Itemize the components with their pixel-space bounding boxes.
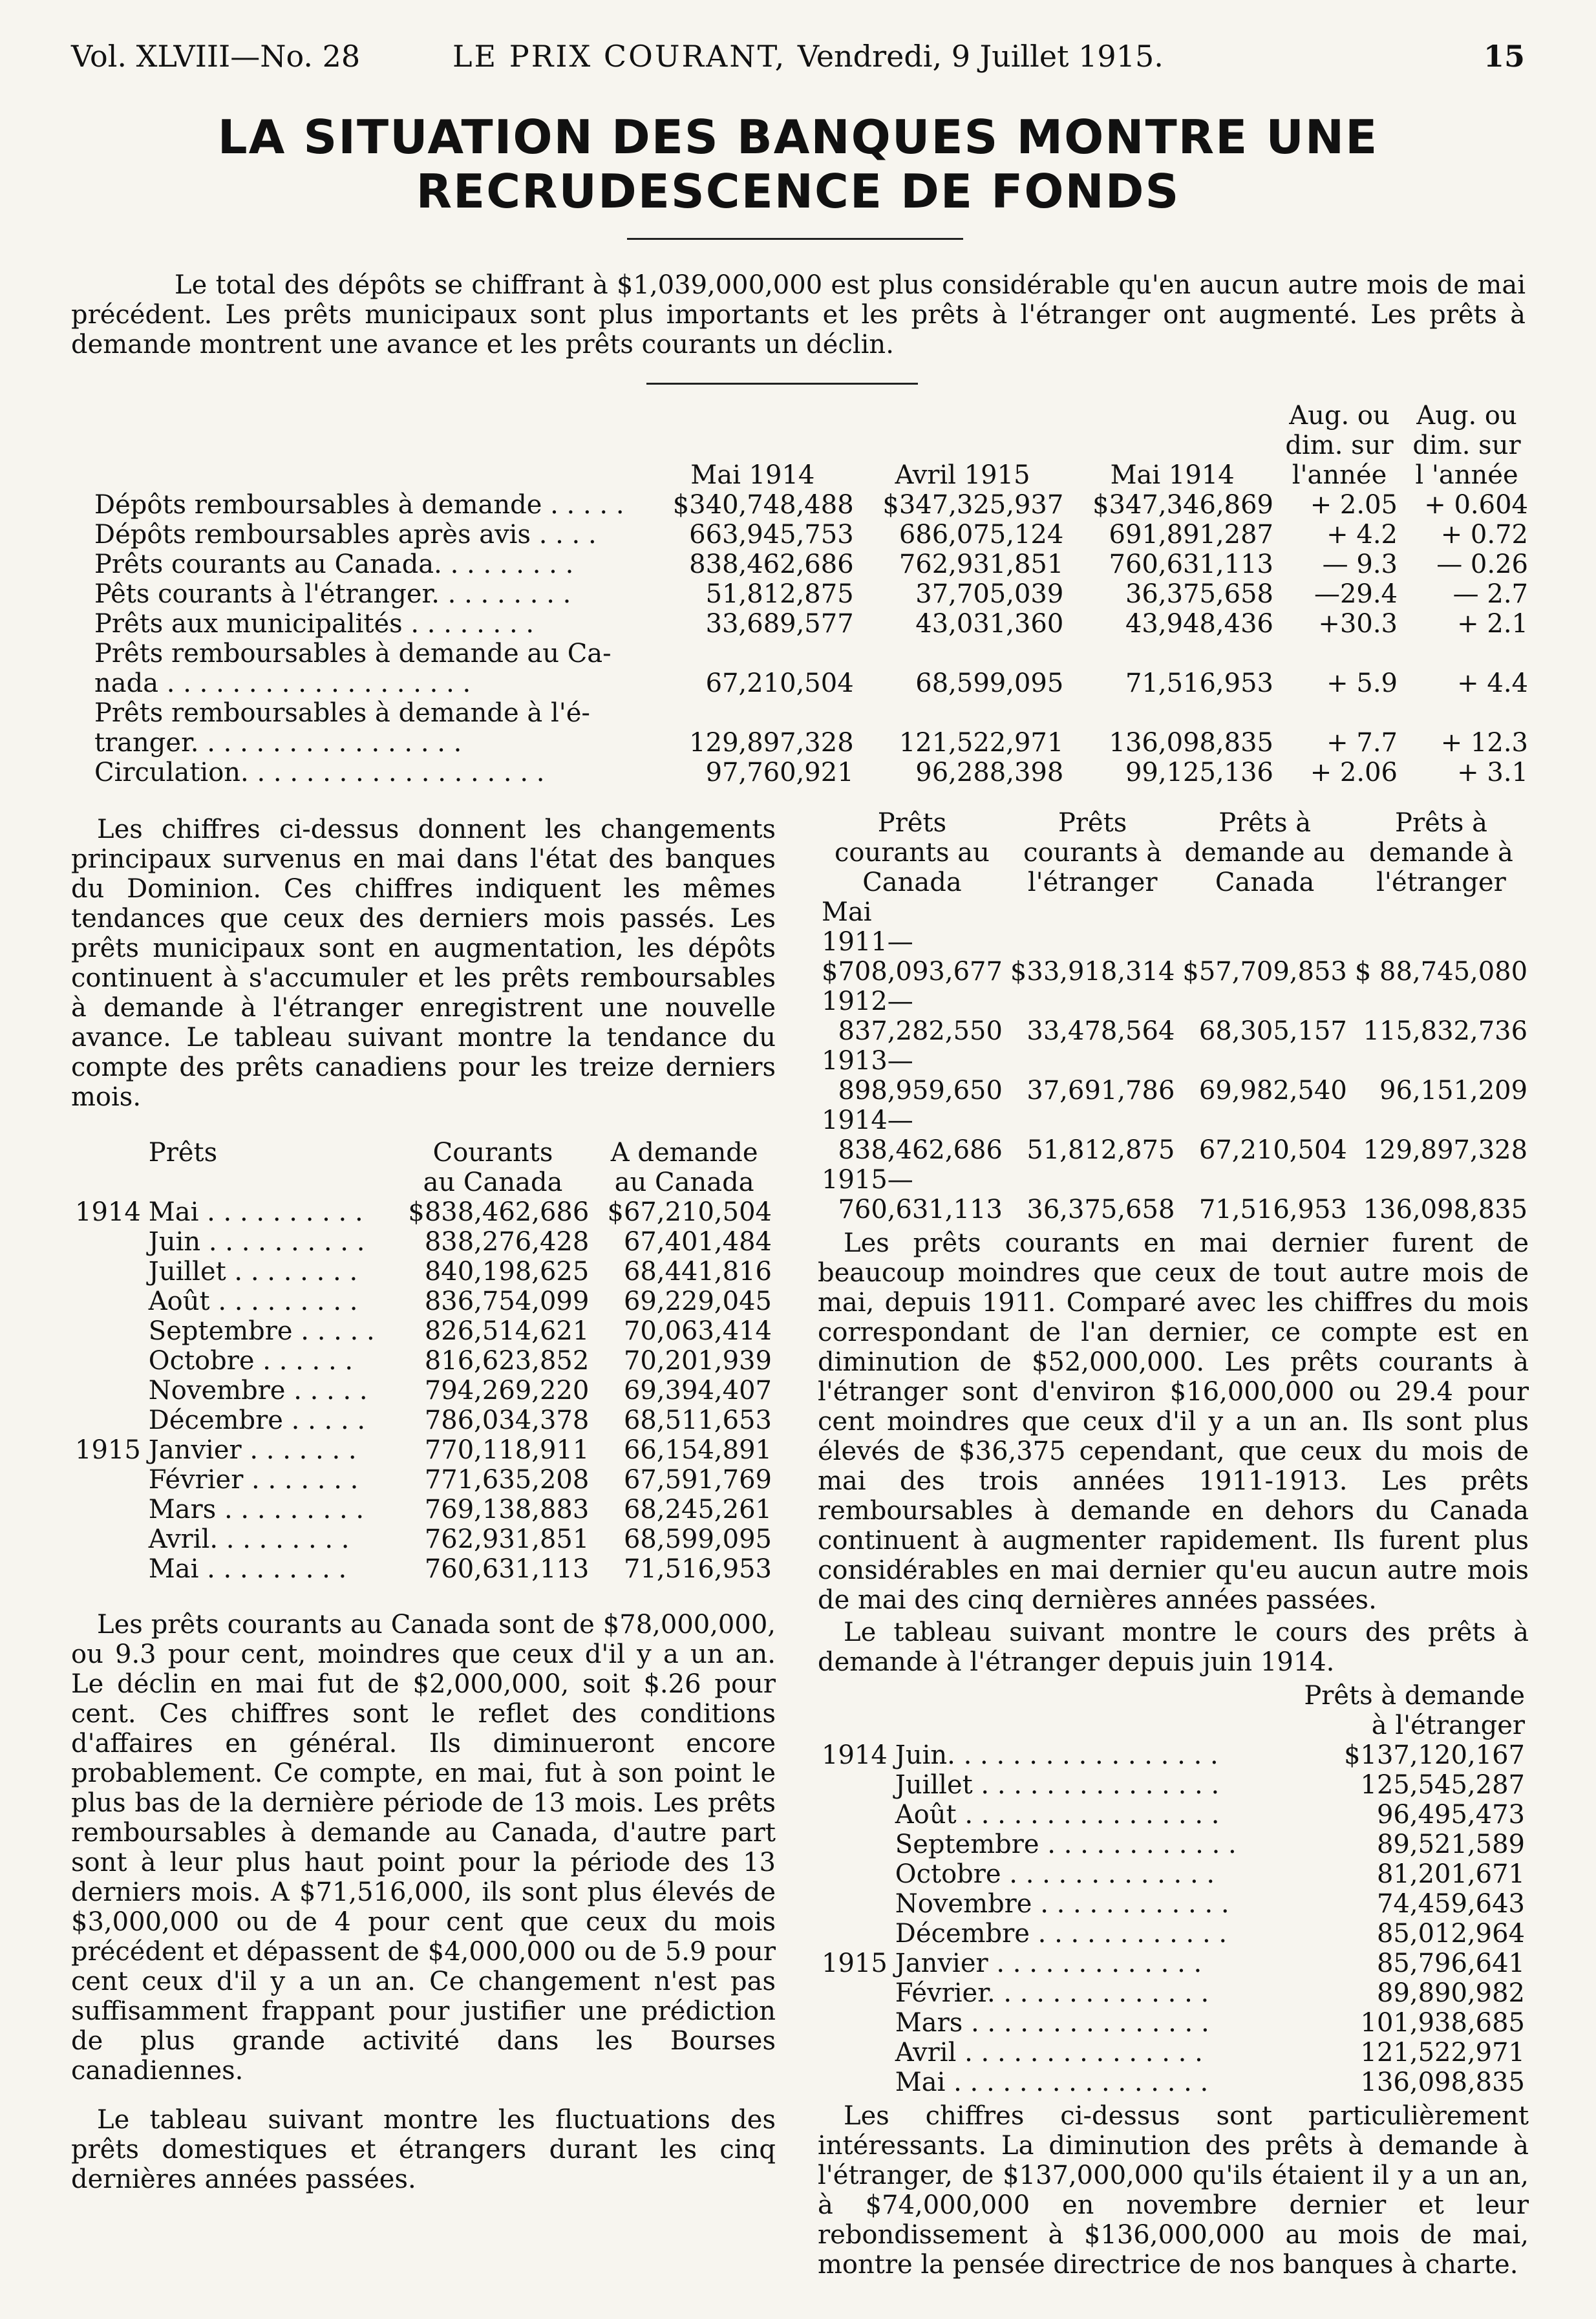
summary-table-row: [90, 698, 1532, 728]
row-value-v2: 68,599,095: [915, 668, 1064, 698]
row-label: Prêts aux municipalités . . . . . . . .: [94, 609, 535, 639]
foreign-month: Avril . . . . . . . . . . . . . . .: [895, 2038, 1203, 2068]
row-value-v5: — 2.7: [1452, 579, 1528, 609]
foreign-value: 74,459,643: [1376, 1889, 1525, 1919]
monthly-year: [71, 1316, 145, 1346]
five-year-header-1: Prêts courants au Canada: [835, 808, 990, 897]
foreign-value: 85,796,641: [1376, 1949, 1525, 1978]
col-header-3: Mai 1914: [1110, 460, 1235, 490]
five-year-label-row: [818, 987, 1531, 1016]
five-year-year: 1911—: [822, 927, 913, 957]
foreign-month: Février. . . . . . . . . . . . . .: [895, 1978, 1209, 2008]
row-value-v4: + 2.05: [1310, 490, 1398, 520]
journal-title: [452, 39, 1164, 74]
row-value-v3: 36,375,658: [1125, 579, 1273, 609]
monthly-header-demande: A demande: [610, 1138, 758, 1168]
row-value-v1: 51,812,875: [705, 579, 854, 609]
monthly-month: Octobre . . . . . .: [148, 1346, 354, 1376]
row-value-v4: [1277, 698, 1401, 728]
foreign-month: Janvier . . . . . . . . . . . . .: [895, 1949, 1202, 1978]
foreign-value: 96,495,473: [1376, 1800, 1525, 1830]
foreign-year: [818, 1770, 891, 1800]
col-header-4: Aug. ou dim. sur l'année: [1285, 401, 1394, 490]
foreign-value: 121,522,971: [1360, 2038, 1525, 2068]
foreign-row: [818, 1859, 1529, 1889]
row-value-v4: + 5.9: [1326, 668, 1398, 698]
row-value-v3: $347,346,869: [1092, 490, 1273, 520]
col-header-1: Mai 1914: [690, 460, 815, 490]
five-year-label-row: [818, 1106, 1531, 1135]
five-year-value-c: $57,709,853: [1182, 957, 1347, 987]
row-value-v2: 37,705,039: [915, 579, 1064, 609]
row-value-v3: 71,516,953: [1125, 668, 1273, 698]
five-year-table: [818, 808, 1531, 1224]
monthly-month: Mars . . . . . . . . .: [148, 1495, 365, 1524]
monthly-year: [71, 1346, 145, 1376]
monthly-demande: 69,229,045: [623, 1287, 772, 1316]
foreign-month: Mars . . . . . . . . . . . . . . .: [895, 2008, 1209, 2038]
foreign-month: Juillet . . . . . . . . . . . . . . .: [895, 1770, 1220, 1800]
five-year-value-d: 129,897,328: [1363, 1135, 1528, 1165]
monthly-header-courants-sub: au Canada: [423, 1168, 563, 1197]
page-number: 15: [1483, 39, 1525, 74]
foreign-month: Décembre . . . . . . . . . . . .: [895, 1919, 1228, 1949]
monthly-row: [71, 1405, 776, 1435]
row-value-v1: $340,748,488: [672, 490, 854, 520]
monthly-demande: 69,394,407: [623, 1376, 772, 1405]
left-column: [71, 815, 776, 2194]
row-value-v5: + 0.604: [1424, 490, 1528, 520]
monthly-year: 1914: [75, 1197, 141, 1227]
monthly-month: Novembre . . . . .: [148, 1376, 368, 1405]
monthly-row: [71, 1197, 776, 1227]
foreign-year: [818, 1830, 891, 1859]
summary-table-row: [90, 520, 1532, 550]
row-value-v5: + 3.1: [1457, 758, 1528, 787]
row-value-v4: + 7.7: [1326, 728, 1398, 758]
row-value-v1: 129,897,328: [689, 728, 854, 758]
foreign-header-2: à l'étranger: [1371, 1711, 1525, 1740]
row-value-v1: 838,462,686: [689, 550, 854, 579]
monthly-courants: 838,276,428: [424, 1227, 590, 1257]
row-value-v2: [858, 639, 1068, 668]
five-year-value-d: $ 88,745,080: [1354, 957, 1528, 987]
monthly-month: Juillet . . . . . . . .: [148, 1257, 358, 1287]
row-label: Prêts courants au Canada. . . . . . . . .: [94, 550, 574, 579]
row-value-v4: — 9.3: [1322, 550, 1398, 579]
foreign-row: [818, 1740, 1529, 1770]
five-year-value-c: 67,210,504: [1198, 1135, 1347, 1165]
foreign-year: [818, 1859, 891, 1889]
right-paragraph-2: Le tableau suivant montre le cours des prêts à demande à l'étranger depuis juin 1914.: [818, 1618, 1529, 1677]
monthly-year: [71, 1405, 145, 1435]
five-year-header-2: Prêts courants à l'étranger: [1023, 808, 1162, 897]
five-year-label-row: [818, 927, 1531, 957]
left-paragraph-3: Le tableau suivant montre les fluctuations des prêts domestiques et étrangers durant les cinq dernières années passées.: [71, 2105, 776, 2194]
foreign-row: [818, 2008, 1529, 2038]
summary-table-row: [90, 639, 1532, 668]
monthly-month: Mai . . . . . . . . .: [148, 1554, 347, 1584]
monthly-year: [71, 1524, 145, 1554]
row-value-v1: 67,210,504: [705, 668, 854, 698]
monthly-courants: 794,269,220: [424, 1376, 590, 1405]
five-year-year: 1914—: [822, 1106, 913, 1135]
monthly-demande: 68,511,653: [623, 1405, 772, 1435]
monthly-header-courants: Courants: [432, 1138, 553, 1168]
monthly-courants: 826,514,621: [424, 1316, 590, 1346]
row-value-v5: + 2.1: [1457, 609, 1528, 639]
row-value-v1: 97,760,921: [705, 758, 854, 787]
foreign-month: Août . . . . . . . . . . . . . . . .: [895, 1800, 1220, 1830]
foreign-row: [818, 1978, 1529, 2008]
row-label: Circulation. . . . . . . . . . . . . . . . . . .: [94, 758, 545, 787]
five-year-row: [818, 1076, 1531, 1106]
five-year-value-c: 69,982,540: [1198, 1076, 1347, 1106]
monthly-row: [71, 1495, 776, 1524]
monthly-demande: 68,245,261: [623, 1495, 772, 1524]
row-value-v4: +30.3: [1318, 609, 1398, 639]
foreign-value: 101,938,685: [1360, 2008, 1525, 2038]
monthly-courants: 770,118,911: [424, 1435, 590, 1465]
monthly-courants: 816,623,852: [424, 1346, 590, 1376]
monthly-month: Janvier . . . . . . .: [148, 1435, 357, 1465]
volume-number: Vol. XLVIII—No. 28: [71, 39, 361, 74]
monthly-year: [71, 1495, 145, 1524]
article-title: [0, 110, 1596, 219]
intro-divider: [646, 383, 918, 385]
five-year-label-row: [818, 1165, 1531, 1195]
foreign-value: 125,545,287: [1360, 1770, 1525, 1800]
monthly-year: [71, 1554, 145, 1584]
five-year-year: 1915—: [822, 1165, 913, 1195]
summary-table-row: [90, 579, 1532, 609]
foreign-year: [818, 2008, 891, 2038]
row-label: nada . . . . . . . . . . . . . . . . . . .: [94, 668, 471, 698]
row-value-v3: 43,948,436: [1125, 609, 1273, 639]
title-divider: [627, 238, 963, 240]
five-year-value-b: 51,812,875: [1027, 1135, 1175, 1165]
five-year-value-c: 71,516,953: [1198, 1195, 1347, 1224]
foreign-month: Mai . . . . . . . . . . . . . . . .: [895, 2068, 1209, 2097]
monthly-year: [71, 1465, 145, 1495]
monthly-courants: 786,034,378: [424, 1405, 590, 1435]
monthly-year: [71, 1257, 145, 1287]
foreign-row: [818, 1949, 1529, 1978]
row-label: Prêts remboursables à demande au Ca-: [94, 639, 612, 668]
row-value-v2: 43,031,360: [915, 609, 1064, 639]
five-year-value-d: 96,151,209: [1379, 1076, 1528, 1106]
foreign-year: [818, 2038, 891, 2068]
monthly-row: [71, 1346, 776, 1376]
monthly-row: [71, 1554, 776, 1584]
row-value-v2: 121,522,971: [899, 728, 1064, 758]
monthly-header-prets: Prêts: [148, 1138, 218, 1168]
row-value-v3: 691,891,287: [1109, 520, 1273, 550]
five-year-value-d: 136,098,835: [1363, 1195, 1528, 1224]
foreign-value: 81,201,671: [1376, 1859, 1525, 1889]
foreign-value: 85,012,964: [1376, 1919, 1525, 1949]
monthly-row: [71, 1376, 776, 1405]
monthly-row: [71, 1316, 776, 1346]
five-year-value-a: 838,462,686: [838, 1135, 1003, 1165]
monthly-month: Décembre . . . . .: [148, 1405, 366, 1435]
five-year-label-row: [818, 1046, 1531, 1076]
row-value-v3: 136,098,835: [1109, 728, 1273, 758]
five-year-value-d: 115,832,736: [1363, 1016, 1528, 1046]
row-value-v3: [1067, 698, 1277, 728]
journal-name: LE PRIX COURANT,: [452, 39, 787, 74]
monthly-month: Mai . . . . . . . . . .: [148, 1197, 363, 1227]
five-year-value-b: 36,375,658: [1027, 1195, 1175, 1224]
row-label: tranger. . . . . . . . . . . . . . . . .: [94, 728, 462, 758]
foreign-year: [818, 1919, 891, 1949]
monthly-demande: 68,599,095: [623, 1524, 772, 1554]
five-year-value-a: 898,959,650: [838, 1076, 1003, 1106]
foreign-month: Septembre . . . . . . . . . . . .: [895, 1830, 1237, 1859]
monthly-year: 1915: [75, 1435, 141, 1465]
row-value-v5: [1401, 698, 1532, 728]
five-year-row: [818, 1135, 1531, 1165]
summary-table-row: [90, 490, 1532, 520]
foreign-year: 1914: [822, 1740, 888, 1770]
row-value-v2: 686,075,124: [899, 520, 1064, 550]
foreign-year: [818, 1978, 891, 2008]
monthly-row: [71, 1435, 776, 1465]
col-header-2: Avril 1915: [895, 460, 1030, 490]
row-value-v2: 96,288,398: [915, 758, 1064, 787]
left-paragraph-2: Les prêts courants au Canada sont de $78,000,000, ou 9.3 pour cent, moindres que ceux d'il y a un an. Le déclin en mai fut de $2,000,000, soit $.26 pour cent. Ces chiffres sont le reflet des conditions d'affaires en général. Ils diminueront encore probablement. Ce compte, en mai, fut à son point le plus bas de la dernière période de 13 mois. Les prêts remboursables à demande au Canada, d'autre part sont à leur plus haut point pour la période des 13 derniers mois. A $71,516,000, ils sont plus élevés de $3,000,000 ou de 4 pour cent que ceux du mois précédent et dépassent de $4,000,000 ou de 5.9 pour cent ceux d'il y a un an. Ce changement n'est pas suffisamment frappant pour justifier une prédiction de plus grande activité dans les Bourses canadiennes.: [71, 1610, 776, 2086]
monthly-courants: 760,631,113: [424, 1554, 590, 1584]
five-year-header-3: Prêts à demande au Canada: [1184, 808, 1345, 897]
row-value-v5: + 0.72: [1440, 520, 1528, 550]
row-value-v4: [1277, 639, 1401, 668]
five-year-row: [818, 1016, 1531, 1046]
foreign-row: [818, 1830, 1529, 1859]
foreign-value: 136,098,835: [1360, 2068, 1525, 2097]
monthly-demande: 67,591,769: [623, 1465, 772, 1495]
foreign-year: [818, 1889, 891, 1919]
monthly-row: [71, 1287, 776, 1316]
intro-paragraph: [71, 270, 1526, 359]
row-label: Dépôts remboursables après avis . . . .: [94, 520, 597, 550]
col-header-5: Aug. ou dim. sur l 'année: [1412, 401, 1521, 490]
foreign-value: 89,890,982: [1376, 1978, 1525, 2008]
monthly-courants: 762,931,851: [424, 1524, 590, 1554]
five-year-value-a: $708,093,677: [822, 957, 1003, 987]
row-value-v5: — 0.26: [1436, 550, 1528, 579]
issue-date: Vendredi, 9 Juillet 1915.: [797, 39, 1164, 74]
row-value-v3: 99,125,136: [1125, 758, 1273, 787]
monthly-year: [71, 1227, 145, 1257]
left-paragraph-1: Les chiffres ci-dessus donnent les changements principaux survenus en mai dans l'état des banques du Dominion. Ces chiffres indiquent les mêmes tendances que ceux des derniers mois passés. Les prêts municipaux sont en augmentation, les dépôts continuent à s'accumuler et les prêts remboursables à demande à l'étranger enregistrent une nouvelle avance. Le tableau suivant montre la tendance du compte des prêts canadiens pour les treize derniers mois.: [71, 815, 776, 1112]
foreign-month: Juin. . . . . . . . . . . . . . . . .: [895, 1740, 1218, 1770]
row-value-v1: [648, 698, 858, 728]
title-line-2: RECRUDESCENCE DE FONDS: [416, 164, 1180, 219]
intro-text: Le total des dépôts se chiffrant à $1,039,000,000 est plus considérable qu'en aucun autre mois de mai précédent. Les prêts municipaux sont plus importants et les prêts à l'étranger ont augmenté. Les prêts à demande montrent une avance et les prêts courants un déclin.: [71, 270, 1526, 359]
right-column: [818, 808, 1529, 2280]
monthly-courants: 836,754,099: [424, 1287, 590, 1316]
monthly-year: [71, 1287, 145, 1316]
row-value-v2: [858, 698, 1068, 728]
five-year-value-a: 837,282,550: [838, 1016, 1003, 1046]
foreign-year: [818, 1800, 891, 1830]
row-value-v4: + 2.06: [1310, 758, 1398, 787]
foreign-value: 89,521,589: [1376, 1830, 1525, 1859]
row-value-v2: $347,325,937: [882, 490, 1064, 520]
summary-table-row: [90, 668, 1532, 698]
five-year-header-4: Prêts à demande à l'étranger: [1369, 808, 1513, 897]
monthly-courants: $838,462,686: [408, 1197, 590, 1227]
five-year-year: 1912—: [822, 987, 913, 1016]
summary-table-row: [90, 758, 1532, 787]
five-year-value-a: 760,631,113: [838, 1195, 1003, 1224]
row-value-v3: [1067, 639, 1277, 668]
row-label: Pêts courants à l'étranger. . . . . . . . .: [94, 579, 571, 609]
row-label: Dépôts remboursables à demande . . . . .: [94, 490, 624, 520]
foreign-month: Octobre . . . . . . . . . . . . .: [895, 1859, 1215, 1889]
monthly-row: [71, 1257, 776, 1287]
foreign-row: [818, 1919, 1529, 1949]
monthly-demande: $67,210,504: [607, 1197, 772, 1227]
summary-table-row: [90, 609, 1532, 639]
monthly-month: Août . . . . . . . . .: [148, 1287, 358, 1316]
title-line-1: LA SITUATION DES BANQUES MONTRE UNE: [217, 110, 1379, 164]
foreign-loans-table: [818, 1681, 1529, 2097]
row-value-v2: 762,931,851: [899, 550, 1064, 579]
monthly-row: [71, 1465, 776, 1495]
foreign-header-1: Prêts à demande: [1304, 1681, 1525, 1711]
monthly-courants: 769,138,883: [424, 1495, 590, 1524]
row-value-v4: —29.4: [1314, 579, 1398, 609]
monthly-loans-table: [71, 1138, 776, 1584]
five-year-value-b: 33,478,564: [1027, 1016, 1175, 1046]
row-value-v1: 663,945,753: [689, 520, 854, 550]
five-year-row: [818, 957, 1531, 987]
foreign-value: $137,120,167: [1344, 1740, 1525, 1770]
row-value-v4: + 4.2: [1326, 520, 1398, 550]
foreign-month: Novembre . . . . . . . . . . . .: [895, 1889, 1229, 1919]
monthly-month: Février . . . . . . .: [148, 1465, 359, 1495]
five-year-row: [818, 1195, 1531, 1224]
monthly-month: Septembre . . . . .: [148, 1316, 375, 1346]
monthly-courants: 771,635,208: [424, 1465, 590, 1495]
row-value-v5: [1401, 639, 1532, 668]
monthly-demande: 66,154,891: [623, 1435, 772, 1465]
row-value-v3: 760,631,113: [1109, 550, 1273, 579]
foreign-row: [818, 2038, 1529, 2068]
monthly-month: Avril. . . . . . . . .: [148, 1524, 350, 1554]
monthly-month: Juin . . . . . . . . . .: [148, 1227, 365, 1257]
monthly-courants: 840,198,625: [424, 1257, 590, 1287]
monthly-demande: 68,441,816: [623, 1257, 772, 1287]
monthly-demande: 67,401,484: [623, 1227, 772, 1257]
monthly-row: [71, 1524, 776, 1554]
monthly-demande: 71,516,953: [623, 1554, 772, 1584]
right-paragraph-3: Les chiffres ci-dessus sont particulièrement intéressants. La diminution des prêts à demande à l'étranger, de $137,000,000 qu'ils étaient il y a un an, à $74,000,000 en novembre dernier et leur rebondissement à $136,000,000 au mois de mai, montre la pensée directrice de nos banques à charte.: [818, 2101, 1529, 2280]
foreign-row: [818, 1800, 1529, 1830]
five-year-value-b: 37,691,786: [1027, 1076, 1175, 1106]
foreign-row: [818, 1889, 1529, 1919]
five-year-value-b: $33,918,314: [1010, 957, 1175, 987]
row-value-v1: 33,689,577: [705, 609, 854, 639]
summary-table-header: [90, 401, 1532, 490]
row-value-v5: + 12.3: [1440, 728, 1528, 758]
monthly-year: [71, 1376, 145, 1405]
right-paragraph-1: Les prêts courants en mai dernier furent de beaucoup moindres que ceux de tout autre mois de mai, depuis 1911. Comparé avec les chiffres du mois correspondant de l'an dernier, ce compte est en diminution de $52,000,000. Les prêts courants à l'étranger sont d'environ $16,000,000 ou 29.4 pour cent moindres que ceux d'il y a un an. Ils sont plus élevés de $36,375 cependant, que ceux du mois de mai des trois années 1911-1913. Les prêts remboursables à demande en dehors du Canada continuent à augmenter rapidement. Ils furent plus considérables en mai dernier qu'eu aucun autre mois de mai des cinq dernières années passées.: [818, 1228, 1529, 1615]
summary-table-row: [90, 550, 1532, 579]
foreign-year: 1915: [822, 1949, 888, 1978]
foreign-year: [818, 2068, 891, 2097]
five-year-year: 1913—: [822, 1046, 913, 1076]
five-year-value-c: 68,305,157: [1198, 1016, 1347, 1046]
foreign-row: [818, 1770, 1529, 1800]
monthly-demande: 70,201,939: [623, 1346, 772, 1376]
monthly-header-demande-sub: au Canada: [614, 1168, 754, 1197]
summary-table-row: [90, 728, 1532, 758]
row-value-v5: + 4.4: [1457, 668, 1528, 698]
foreign-row: [818, 2068, 1529, 2097]
page-header: [71, 39, 1525, 84]
row-value-v1: [648, 639, 858, 668]
row-label: Prêts remboursables à demande à l'é-: [94, 698, 590, 728]
summary-table: [90, 401, 1532, 787]
monthly-row: [71, 1227, 776, 1257]
five-year-col-label: Mai: [822, 897, 872, 927]
monthly-demande: 70,063,414: [623, 1316, 772, 1346]
